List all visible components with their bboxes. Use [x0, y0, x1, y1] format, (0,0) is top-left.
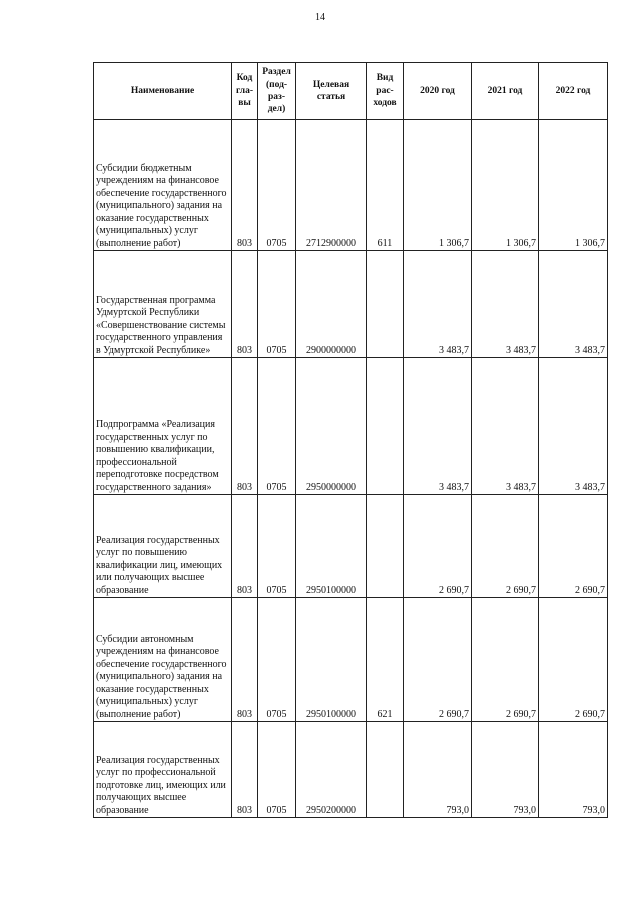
row-chapter: 803	[232, 120, 258, 251]
row-section: 0705	[258, 722, 296, 818]
row-2021: 793,0	[472, 722, 539, 818]
row-name: Государственная программа Удмуртской Республики «Совершенствование системы государственного управления в Удмуртской Республике»	[94, 251, 232, 358]
row-2022: 2 690,7	[539, 495, 608, 598]
row-target: 2950200000	[296, 722, 367, 818]
header-2021: 2021 год	[472, 63, 539, 120]
row-name: Субсидии автономным учреждениям на финансовое обеспечение государственного (муниципального) задания на оказание государственных (муниципальных) услуг (выполнение работ)	[94, 598, 232, 722]
row-name: Реализация государственных услуг по повышению квалификации лиц, имеющих или получающих высшее образование	[94, 495, 232, 598]
row-2022: 3 483,7	[539, 358, 608, 495]
row-2022: 793,0	[539, 722, 608, 818]
table-row	[94, 598, 608, 722]
row-expense: 621	[367, 598, 404, 722]
header-row	[94, 63, 608, 120]
row-target: 2712900000	[296, 120, 367, 251]
header-expense: Вид рас-ходов	[367, 63, 404, 120]
row-expense	[367, 722, 404, 818]
row-2021: 1 306,7	[472, 120, 539, 251]
row-2021: 2 690,7	[472, 598, 539, 722]
row-section: 0705	[258, 251, 296, 358]
row-chapter: 803	[232, 598, 258, 722]
row-target: 2900000000	[296, 251, 367, 358]
header-name: Наименование	[94, 63, 232, 120]
page-number: 14	[315, 12, 325, 23]
row-section: 0705	[258, 598, 296, 722]
header-2020: 2020 год	[404, 63, 472, 120]
row-2022: 3 483,7	[539, 251, 608, 358]
row-name: Подпрограмма «Реализация государственных услуг по повышению квалификации, профессиональной переподготовке посредством государственного задания»	[94, 358, 232, 495]
row-chapter: 803	[232, 358, 258, 495]
budget-table	[93, 62, 608, 818]
table-row	[94, 120, 608, 251]
row-2020: 2 690,7	[404, 495, 472, 598]
row-2021: 3 483,7	[472, 358, 539, 495]
row-target: 2950100000	[296, 495, 367, 598]
row-target: 2950000000	[296, 358, 367, 495]
row-expense	[367, 358, 404, 495]
row-2021: 2 690,7	[472, 495, 539, 598]
row-section: 0705	[258, 358, 296, 495]
row-section: 0705	[258, 495, 296, 598]
row-section: 0705	[258, 120, 296, 251]
row-chapter: 803	[232, 722, 258, 818]
table-row	[94, 251, 608, 358]
row-name: Субсидии бюджетным учреждениям на финансовое обеспечение государственного (муниципального) задания на оказание государственных (муниципальных) услуг (выполнение работ)	[94, 120, 232, 251]
row-2022: 1 306,7	[539, 120, 608, 251]
row-expense	[367, 495, 404, 598]
table-row	[94, 358, 608, 495]
row-chapter: 803	[232, 495, 258, 598]
header-chapter: Код гла-вы	[232, 63, 258, 120]
row-expense	[367, 251, 404, 358]
row-expense: 611	[367, 120, 404, 251]
row-2021: 3 483,7	[472, 251, 539, 358]
row-chapter: 803	[232, 251, 258, 358]
row-2020: 1 306,7	[404, 120, 472, 251]
header-section: Раздел (под-раз-дел)	[258, 63, 296, 120]
row-name: Реализация государственных услуг по профессиональной подготовке лиц, имеющих или получающих высшее образование	[94, 722, 232, 818]
row-2020: 3 483,7	[404, 251, 472, 358]
row-2020: 793,0	[404, 722, 472, 818]
table-row	[94, 722, 608, 818]
table-row	[94, 495, 608, 598]
row-2020: 3 483,7	[404, 358, 472, 495]
header-target: Целевая статья	[296, 63, 367, 120]
row-target: 2950100000	[296, 598, 367, 722]
row-2022: 2 690,7	[539, 598, 608, 722]
header-2022: 2022 год	[539, 63, 608, 120]
row-2020: 2 690,7	[404, 598, 472, 722]
